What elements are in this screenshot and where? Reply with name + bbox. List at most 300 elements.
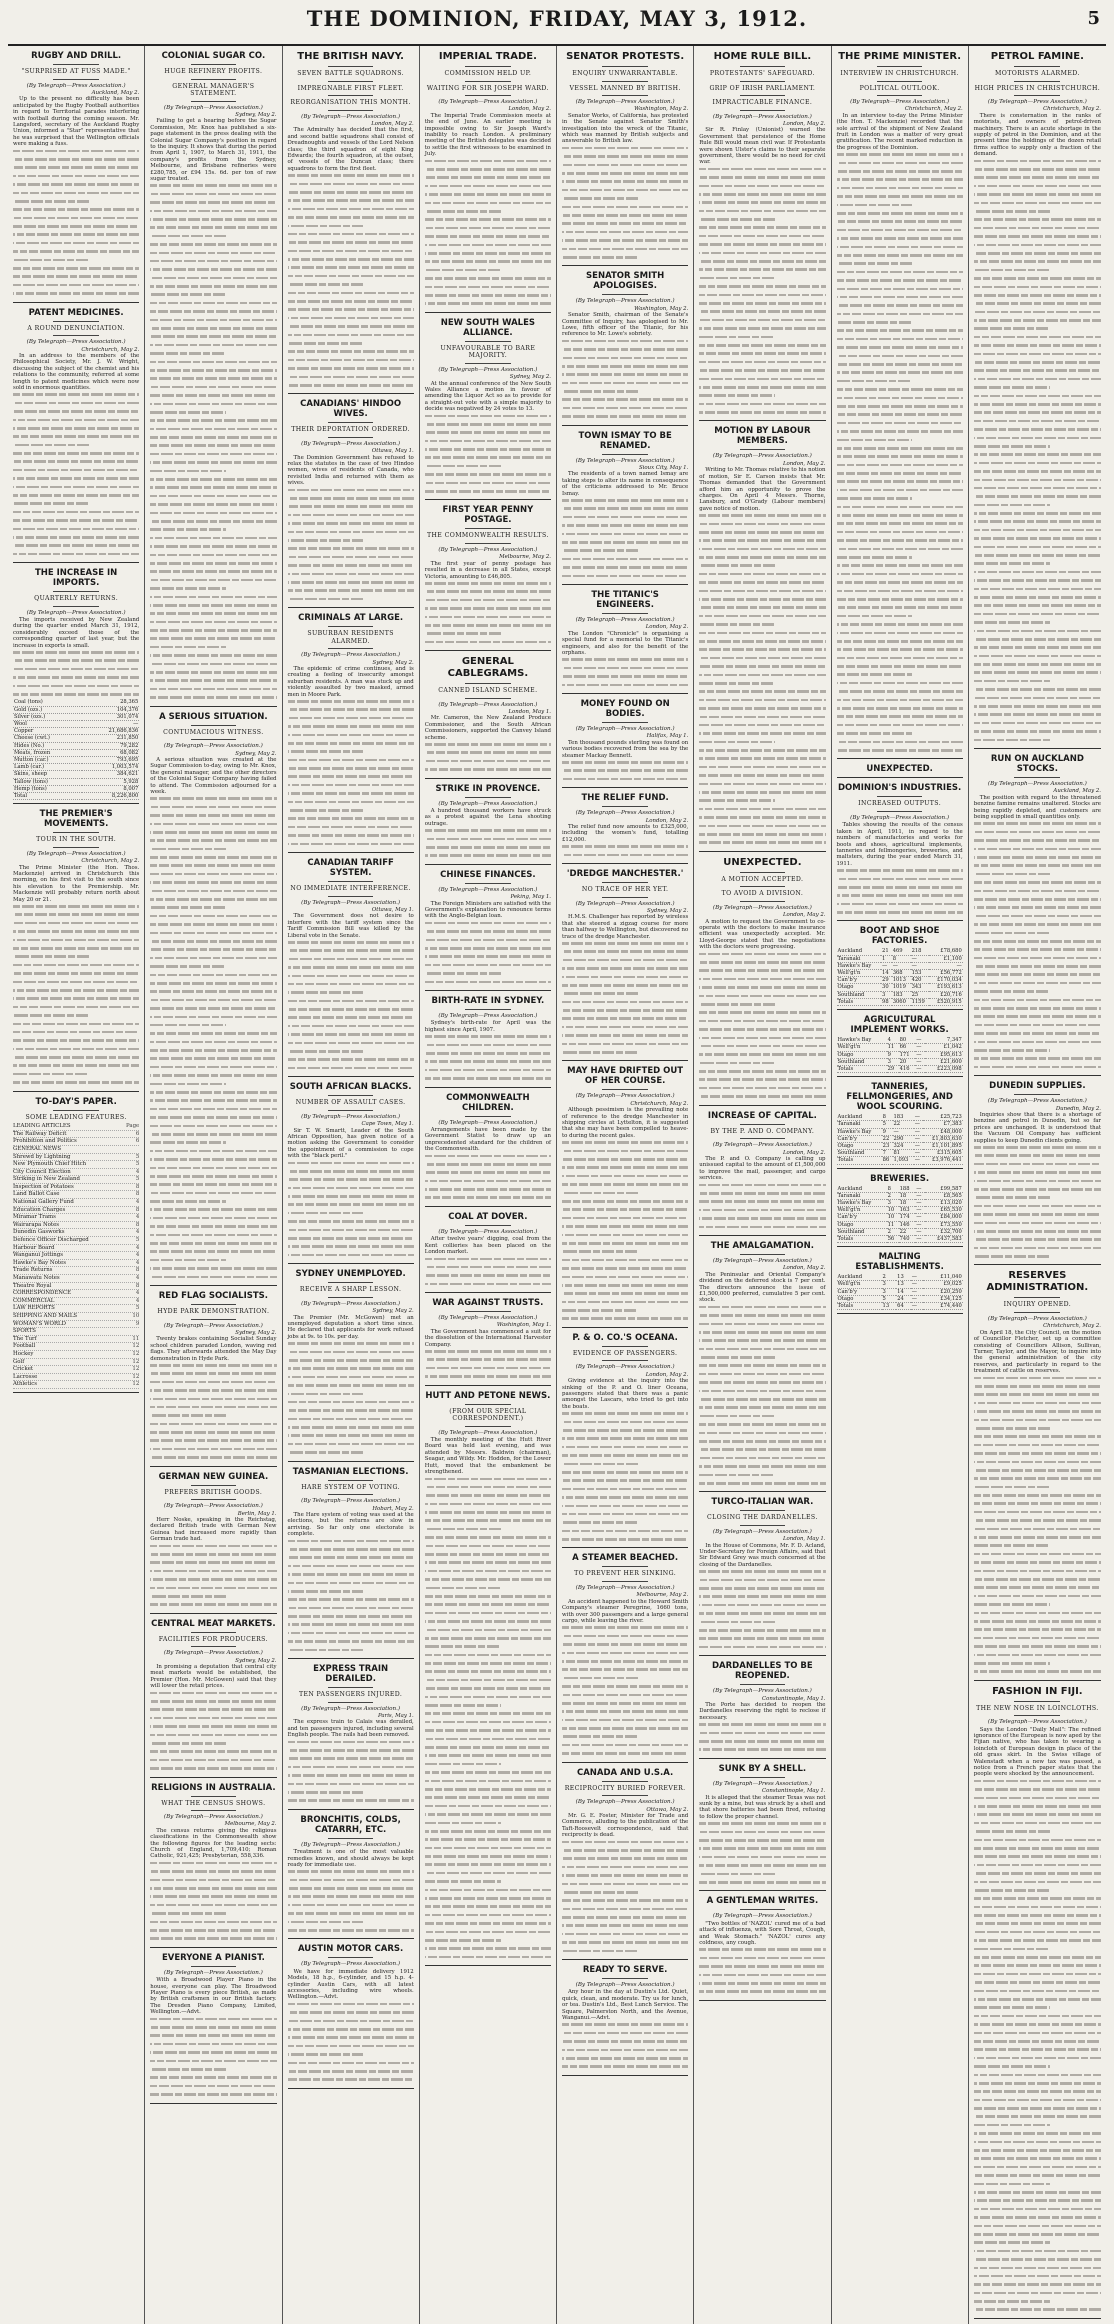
text-line [13, 964, 139, 970]
text-line [150, 268, 276, 274]
text-line-ink [288, 1418, 414, 1421]
text-line [150, 1423, 276, 1429]
text-line-ink [288, 1384, 414, 1387]
article [562, 1965, 688, 2076]
text-line-ink [699, 1432, 825, 1435]
text-line [562, 415, 688, 421]
text-line [699, 1873, 825, 1879]
text-line [699, 995, 825, 1001]
contents-page: 4 [135, 1214, 140, 1221]
text-line [974, 2090, 1101, 2096]
text-line [425, 1155, 551, 1161]
text-line [974, 739, 1101, 745]
text-line-ink [288, 767, 414, 770]
text-line-ink [974, 462, 1101, 465]
article-subheading: ENQUIRY UNWARRANTABLE. [572, 70, 678, 77]
press-credit: (By Telegraph—Press Association.) [987, 1315, 1087, 1322]
text-line-ink [562, 845, 688, 848]
text-line-ink [288, 1887, 414, 1890]
text-line [837, 162, 963, 168]
text-line-ink [974, 1595, 1101, 1598]
rule [877, 811, 922, 812]
article-subheading: RECIPROCITY BURIED FOREVER. [564, 1784, 686, 1792]
contents-label: Land Ballot Case [13, 1191, 60, 1198]
article-headline: HOME RULE BILL. [713, 51, 812, 62]
text-line [13, 393, 139, 399]
text-line [562, 1141, 688, 1147]
article-headline: CANADIANS' HINDOO WIVES. [300, 399, 402, 420]
text-line [150, 873, 276, 879]
text-line-ink [150, 612, 276, 615]
dateline: Sydney, May 2. [235, 750, 277, 757]
table-cell: 98 [881, 998, 892, 1005]
contents-page: 4 [135, 1252, 140, 1259]
article-body: The residents of a town named Ismay are taking steps to alter its name in consequence of the criticisms addressed to Mr. Bruce Ismay. [562, 471, 689, 497]
rule [53, 1110, 98, 1111]
rule [1014, 95, 1060, 96]
text-line-ink [13, 275, 139, 278]
text-line [425, 981, 551, 987]
article-headline: SUNK BY A SHELL. [718, 1763, 807, 1774]
rule [740, 1124, 785, 1125]
text-line [150, 1578, 276, 1584]
text-line-ink [150, 1937, 276, 1940]
text-line [425, 448, 551, 454]
text-line-ink [425, 1283, 551, 1286]
text-line-ink [150, 554, 276, 557]
article-subheading: SUBURBAN RESIDENTS ALARMED. [307, 630, 394, 645]
text-line [562, 1217, 688, 1223]
text-line [425, 1570, 551, 1576]
article-divider [288, 1809, 414, 1810]
table-cell: £1,101,895 [923, 1142, 963, 1149]
dateline: Dunedin, May 2. [1055, 1105, 1101, 1112]
text-line [150, 1759, 276, 1765]
rule [465, 81, 510, 82]
text-line [150, 1717, 276, 1723]
text-line [699, 1570, 825, 1576]
text-line [974, 1620, 1101, 1626]
text-line-ink [699, 344, 825, 347]
text-line-ink [562, 516, 688, 519]
text-line [562, 348, 688, 354]
text-line-ink [150, 1423, 276, 1426]
text-line-ink [974, 210, 1050, 213]
text-line-ink [150, 974, 276, 977]
table-cell: 10 [887, 1214, 899, 1221]
article-body: The Imperial Trade Commission meets at the end of June. An earlier meeting is impossible owing to Sir Joseph Ward's inability to reach London. A preliminary meeting of the British delegates was decided to settle the first witnesses to be examined in July. [424, 112, 551, 158]
text-line [699, 185, 825, 191]
text-line-ink [13, 905, 139, 908]
article [562, 869, 688, 1061]
text-line [13, 402, 139, 408]
table-cell: 3 [881, 991, 892, 998]
text-line-ink [699, 1604, 825, 1607]
article [13, 568, 139, 804]
text-line [837, 212, 963, 218]
table-row [13, 706, 139, 713]
table-cell: £74,440 [923, 1302, 963, 1309]
text-line-ink [425, 1358, 551, 1361]
text-line-ink [699, 1570, 825, 1573]
text-line-ink [150, 486, 276, 489]
text-line [13, 905, 139, 911]
text-line-ink [974, 1057, 1101, 1060]
rule [602, 454, 647, 455]
text-line-ink [150, 1234, 276, 1237]
article [150, 1291, 276, 1467]
text-line [974, 646, 1101, 652]
text-line [288, 2078, 414, 2084]
text-line [425, 743, 551, 749]
text-line [699, 1011, 825, 1017]
text-line [562, 1660, 688, 1666]
text-line-ink [288, 1025, 414, 1028]
contents-page: 4 [135, 1244, 140, 1251]
text-line [699, 682, 825, 688]
dateline: Christchurch, May 2. [904, 106, 963, 113]
text-line-ink [288, 1904, 414, 1907]
table-cell: 23 [882, 1142, 893, 1149]
text-line-ink [425, 1863, 551, 1866]
text-line [288, 191, 414, 197]
text-line [699, 724, 825, 730]
table-cell: £1,042 [925, 1044, 962, 1051]
rule [53, 606, 98, 607]
text-line [974, 1855, 1101, 1861]
article [699, 1764, 825, 1892]
table-row [837, 991, 963, 998]
text-line [288, 292, 414, 298]
text-line-ink [837, 682, 963, 685]
text-line [699, 327, 825, 333]
text-line [425, 440, 551, 446]
article-headline: RUGBY AND DRILL. [31, 51, 122, 61]
contents-label: Wanganui Jottings [13, 1252, 63, 1259]
text-line-ink [288, 1598, 414, 1601]
text-line [837, 405, 963, 411]
text-line-ink [150, 193, 276, 196]
article-subheading: A MOTION ACCEPTED. [721, 875, 804, 883]
article [425, 870, 551, 991]
text-line-ink [150, 1456, 276, 1459]
text-line-ink [974, 411, 1101, 414]
text-line [974, 2107, 1101, 2113]
text-line [562, 1463, 688, 1469]
text-line-ink [150, 1099, 276, 1102]
text-line [562, 1941, 688, 1947]
text-line-ink [288, 241, 414, 244]
text-line [974, 579, 1101, 585]
text-line [974, 1822, 1101, 1828]
text-line-ink [288, 300, 414, 303]
text-line-ink [288, 1615, 414, 1618]
text-line-ink [699, 327, 825, 330]
text-line-ink [974, 621, 1050, 624]
text-line [150, 621, 276, 627]
text-line-ink [699, 1306, 825, 1309]
contents-item [13, 1176, 139, 1184]
text-line [288, 817, 414, 823]
rule [602, 897, 647, 898]
article [425, 1093, 551, 1207]
text-line-ink [150, 1200, 226, 1203]
press-credit: (By Telegraph—Press Association.) [163, 1503, 263, 1510]
article [150, 1619, 276, 1778]
text-line-ink [13, 419, 139, 422]
rule [602, 1978, 647, 1979]
table-cell: 22 [882, 1135, 893, 1142]
table-cell: Can'b'y [837, 977, 882, 984]
text-line [150, 587, 276, 593]
text-line-ink [13, 685, 139, 688]
text-line-ink [974, 2006, 1050, 2009]
text-line [699, 690, 825, 696]
press-credit: (By Telegraph—Press Association.) [850, 99, 950, 105]
rule [1014, 81, 1060, 82]
text-line-ink [837, 741, 963, 744]
text-line [699, 1881, 825, 1887]
article [288, 858, 414, 1077]
text-line [13, 242, 139, 248]
press-credit: (By Telegraph—Press Association.) [438, 1228, 538, 1235]
table-cell: Totals [837, 998, 882, 1005]
text-line-ink [150, 2068, 226, 2071]
text-line-ink [974, 453, 1101, 456]
table-row [837, 1051, 963, 1058]
article-divider [150, 1285, 276, 1286]
text-line [150, 1175, 276, 1181]
article-body: Sir R. Finlay (Unionist) warned the Government that persistence of the Home Rule Bill would mean civil war. If Protestants were shown Ulster's claims to their separate government, there would be no need for civil war. [699, 127, 826, 166]
text-line-ink [699, 1948, 825, 1951]
text-line [699, 816, 825, 822]
text-line [288, 233, 414, 239]
text-line [837, 472, 963, 478]
table-cell: Gold (ozs.) [13, 706, 82, 713]
table-cell: — [915, 1199, 925, 1206]
press-credit: (By Telegraph—Press Association.) [850, 814, 950, 821]
article-body: The imports received by New Zealand during the quarter ended March 31, 1912, considerably exceed those of the corresponding quarter of last year, but the increase in exports is small. [13, 617, 140, 649]
text-line-ink [425, 1947, 551, 1950]
text-line-ink [837, 338, 963, 341]
text-line [425, 1060, 551, 1066]
text-line-ink [699, 394, 775, 397]
text-line-ink [425, 482, 551, 485]
text-line [562, 845, 688, 851]
dateline: Sydney, May 2. [372, 659, 414, 666]
text-line-ink [150, 663, 276, 666]
table-cell: Totals [837, 1302, 882, 1309]
text-line [150, 890, 276, 896]
text-line-ink [425, 1729, 551, 1732]
text-line [974, 1973, 1101, 1979]
text-line [699, 808, 825, 814]
text-line [562, 761, 688, 767]
text-line-ink [562, 541, 688, 544]
press-credit: (By Telegraph—Press Association.) [163, 104, 263, 111]
text-line [974, 1570, 1101, 1576]
article-subheading: "SURPRISED AT FUSS MADE." [21, 68, 131, 75]
text-line-ink [974, 1830, 1050, 1833]
text-line [562, 1874, 688, 1880]
text-line [837, 380, 963, 386]
text-line-ink [699, 632, 825, 635]
text-line [562, 1225, 688, 1231]
text-line [974, 520, 1101, 526]
table-cell: 11 [887, 1221, 899, 1228]
article-body: At the annual conference of the New South Wales Alliance a motion in favour of amending the Liquor Act so as to provide for a straight-out vote with a simple majority to decide was negatived by 24 votes to 13. [424, 380, 551, 413]
text-line [562, 524, 688, 530]
text-line [837, 615, 963, 621]
text-line [288, 1615, 414, 1621]
table-cell: 5 [882, 1121, 893, 1128]
table-cell: 174 [899, 1214, 916, 1221]
article-body: A motion to request the Government to co-operate with the doctors to make insurance efficient was unexpectedly accepted. Mr. Lloyd-George stated that the negotiations with the doctors were progressing. [699, 918, 826, 951]
text-line-ink [699, 185, 825, 188]
contents-page: 8 [135, 1206, 140, 1213]
text-line-ink [150, 1887, 276, 1890]
table-cell: Hemp (tons) [13, 785, 82, 792]
text-line [699, 1339, 825, 1345]
text-line-ink [562, 214, 688, 217]
article [288, 613, 414, 853]
text-line-ink [974, 344, 1101, 347]
text-line-ink [13, 158, 139, 161]
text-line [974, 1906, 1101, 1912]
table-cell: 28,365 [82, 699, 139, 706]
text-line-ink [562, 1652, 688, 1655]
text-line [974, 999, 1101, 1005]
text-line-ink [699, 606, 825, 609]
text-line [288, 317, 414, 323]
text-line [150, 1250, 276, 1256]
text-line-ink [150, 696, 276, 699]
text-line-ink [699, 573, 825, 576]
text-line [837, 623, 963, 629]
text-line-ink [288, 983, 414, 986]
table-cell: 146 [899, 1221, 916, 1228]
contents-item [13, 1146, 139, 1154]
text-line-ink [425, 1654, 551, 1657]
text-line-ink [837, 371, 963, 374]
text-line-ink [562, 1301, 688, 1304]
text-line-ink [699, 1646, 825, 1649]
text-line-ink [974, 1049, 1050, 1052]
text-line-ink [699, 539, 825, 542]
text-line-ink [425, 277, 551, 280]
text-line [974, 1247, 1101, 1253]
article-headline: GENERAL CABLEGRAMS. [447, 656, 529, 680]
text-line [974, 990, 1101, 996]
text-line-ink [974, 445, 1050, 448]
text-line-ink [974, 2208, 1101, 2211]
text-line [562, 1694, 688, 1700]
text-line [425, 456, 551, 462]
text-line [974, 1998, 1101, 2004]
text-line-ink [974, 2149, 1101, 2152]
text-line-ink [150, 335, 276, 338]
text-line [974, 1872, 1101, 1878]
text-line [699, 268, 825, 274]
press-credit: (By Telegraph—Press Association.) [438, 1429, 538, 1436]
text-line [974, 1015, 1101, 1021]
text-line [150, 1937, 276, 1943]
rule [740, 1909, 785, 1910]
text-line-ink [699, 1839, 825, 1842]
text-line [13, 292, 139, 298]
text-line [562, 1916, 688, 1922]
text-line [974, 1939, 1101, 1945]
text-line [974, 2015, 1101, 2021]
text-line [974, 2124, 1101, 2130]
table-cell: Totals [837, 1235, 887, 1242]
text-line [150, 915, 276, 921]
text-line [974, 1889, 1101, 1895]
text-line-ink [150, 629, 276, 632]
text-line-ink [562, 667, 688, 670]
text-line-ink [150, 923, 276, 926]
text-line-ink [150, 361, 276, 364]
text-line [150, 361, 276, 367]
dateline: London, May 2. [782, 1149, 826, 1156]
text-line-ink [974, 1889, 1050, 1892]
text-line-ink [974, 2048, 1101, 2051]
text-line-ink [974, 1805, 1101, 1808]
text-line-ink [150, 260, 276, 263]
rule [191, 1304, 236, 1305]
text-line-ink [425, 1503, 551, 1506]
text-line-ink [562, 1849, 688, 1852]
text-line-ink [288, 1434, 414, 1437]
text-line-ink [288, 809, 364, 812]
table-cell: — [915, 1214, 925, 1221]
text-line [974, 202, 1101, 208]
text-line-ink [288, 1573, 414, 1576]
text-line [837, 195, 963, 201]
rule [328, 81, 373, 82]
text-line-ink [699, 1629, 825, 1632]
text-line [288, 1418, 414, 1424]
text-line-ink [150, 1406, 276, 1409]
text-line-ink [13, 250, 139, 253]
text-line [562, 180, 688, 186]
text-line-ink [150, 1448, 276, 1451]
text-line [837, 657, 963, 663]
text-line [288, 941, 414, 947]
text-line [837, 313, 963, 319]
text-line [699, 1723, 825, 1729]
text-line-ink [837, 153, 963, 156]
article-divider [288, 1461, 414, 1462]
text-line [288, 522, 414, 528]
text-line-ink [13, 410, 139, 413]
text-line [288, 1359, 414, 1365]
text-line [425, 1956, 551, 1962]
text-line-ink [699, 1381, 825, 1384]
rule [602, 613, 647, 614]
text-line [150, 1570, 276, 1576]
text-line-ink [974, 2300, 1050, 2303]
text-line [150, 2085, 276, 2091]
text-line-ink [150, 1904, 276, 1907]
text-line [699, 285, 825, 291]
article-divider [425, 1965, 551, 1966]
text-line-ink [425, 176, 551, 179]
dateline: Sydney, May 2. [509, 374, 551, 381]
text-line [699, 732, 825, 738]
text-line [974, 848, 1101, 854]
article [562, 1333, 688, 1549]
